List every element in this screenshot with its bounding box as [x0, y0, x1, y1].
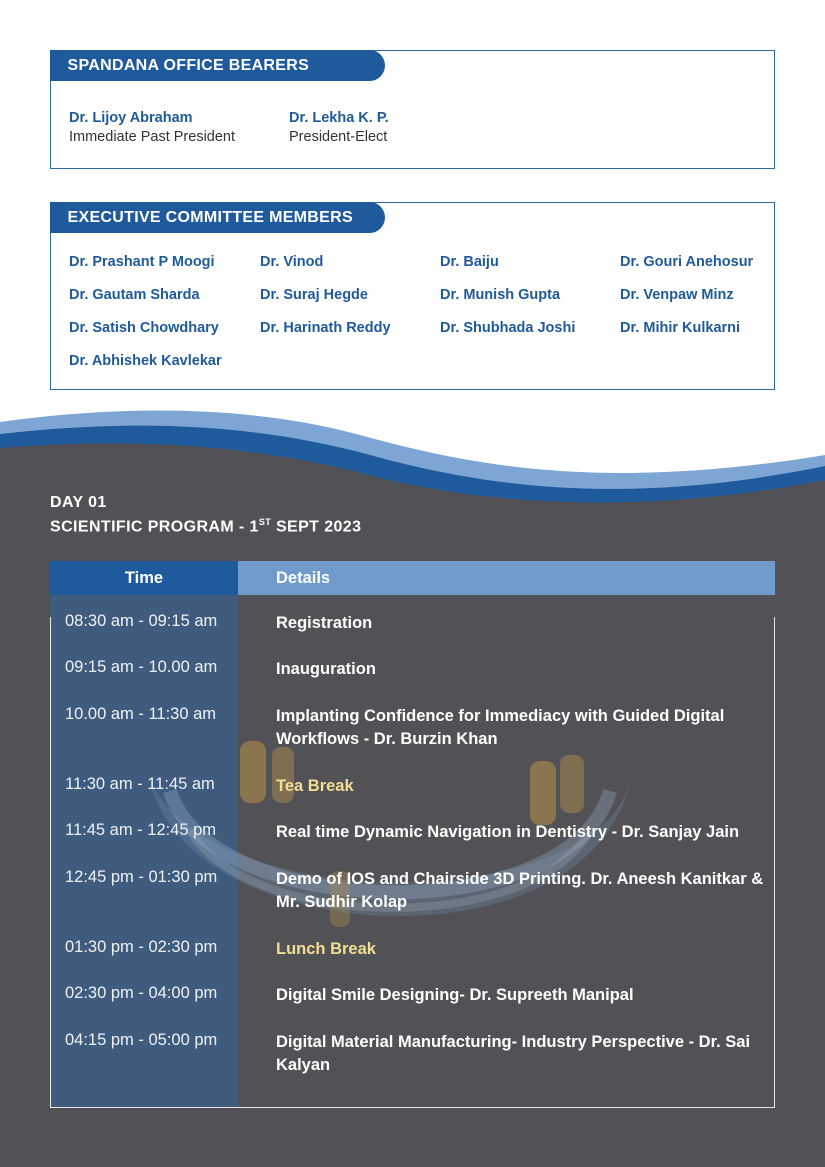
row-details-break: Lunch Break	[276, 940, 376, 958]
day-label: DAY 01	[50, 494, 107, 511]
schedule-table	[50, 561, 775, 1108]
committee-member: Dr. Suraj Hegde	[260, 287, 368, 303]
header-time: Time	[50, 561, 238, 595]
committee-member: Dr. Mihir Kulkarni	[620, 320, 741, 336]
program-title-main: SCIENTIFIC PROGRAM - 1	[50, 518, 259, 536]
bearer-name: Dr. Lijoy Abraham	[69, 110, 193, 126]
row-time: 10.00 am - 11:30 am	[65, 705, 217, 723]
committee-member: Dr. Shubhada Joshi	[440, 320, 576, 336]
committee-member: Dr. Gautam Sharda	[69, 287, 200, 303]
executive-committee-heading: EXECUTIVE COMMITTEE MEMBERS	[50, 202, 385, 233]
committee-member: Dr. Harinath Reddy	[260, 320, 391, 336]
bearer-president-elect	[289, 109, 389, 147]
row-details: Demo of IOS and Chairside 3D Printing. Dr. Aneesh Kanitkar & Mr. Sudhir Kolap	[276, 870, 764, 911]
office-bearers-box	[50, 50, 775, 169]
committee-member: Dr. Prashant P Moogi	[69, 254, 215, 270]
committee-member: Dr. Abhishek Kavlekar	[69, 353, 222, 369]
row-time: 12:45 pm - 01:30 pm	[65, 868, 218, 886]
row-time: 04:15 pm - 05:00 pm	[65, 1031, 218, 1049]
committee-member: Dr. Gouri Anehosur	[620, 254, 754, 270]
row-details: Inauguration	[276, 660, 376, 678]
row-details: Digital Smile Designing- Dr. Supreeth Manipal	[276, 986, 634, 1004]
row-details: Digital Material Manufacturing- Industry Perspective - Dr. Sai Kalyan	[276, 1033, 751, 1074]
bearer-immediate-past-president	[69, 109, 235, 147]
row-time: 11:30 am - 11:45 am	[65, 775, 215, 793]
row-time: 02:30 pm - 04:00 pm	[65, 984, 218, 1002]
program-title-suffix: ST	[258, 517, 272, 527]
committee-member: Dr. Vinod	[260, 254, 324, 270]
bearer-role: Immediate Past President	[69, 129, 236, 145]
program-title-date: SEPT 2023	[271, 518, 362, 536]
row-time: 11:45 am - 12:45 pm	[65, 821, 217, 839]
committee-member: Dr. Baiju	[440, 254, 499, 270]
office-bearers-heading: SPANDANA OFFICE BEARERS	[50, 50, 385, 81]
committee-member: Dr. Venpaw Minz	[620, 287, 734, 303]
row-time: 08:30 am - 09:15 am	[65, 612, 218, 630]
bearer-name: Dr. Lekha K. P.	[289, 110, 389, 126]
row-details-break: Tea Break	[276, 777, 354, 795]
row-details: Registration	[276, 614, 373, 632]
row-details: Real time Dynamic Navigation in Dentistry - Dr. Sanjay Jain	[276, 823, 740, 841]
row-details: Implanting Confidence for Immediacy with Guided Digital Workflows - Dr. Burzin Khan	[276, 707, 725, 748]
committee-member: Dr. Satish Chowdhary	[69, 320, 219, 336]
executive-committee-box	[50, 202, 775, 390]
committee-member: Dr. Munish Gupta	[440, 287, 561, 303]
row-time: 01:30 pm - 02:30 pm	[65, 938, 218, 956]
header-details: Details	[238, 561, 775, 595]
row-time: 09:15 am - 10.00 am	[65, 658, 218, 676]
bearer-role: President-Elect	[289, 129, 388, 145]
program-title	[50, 517, 361, 536]
